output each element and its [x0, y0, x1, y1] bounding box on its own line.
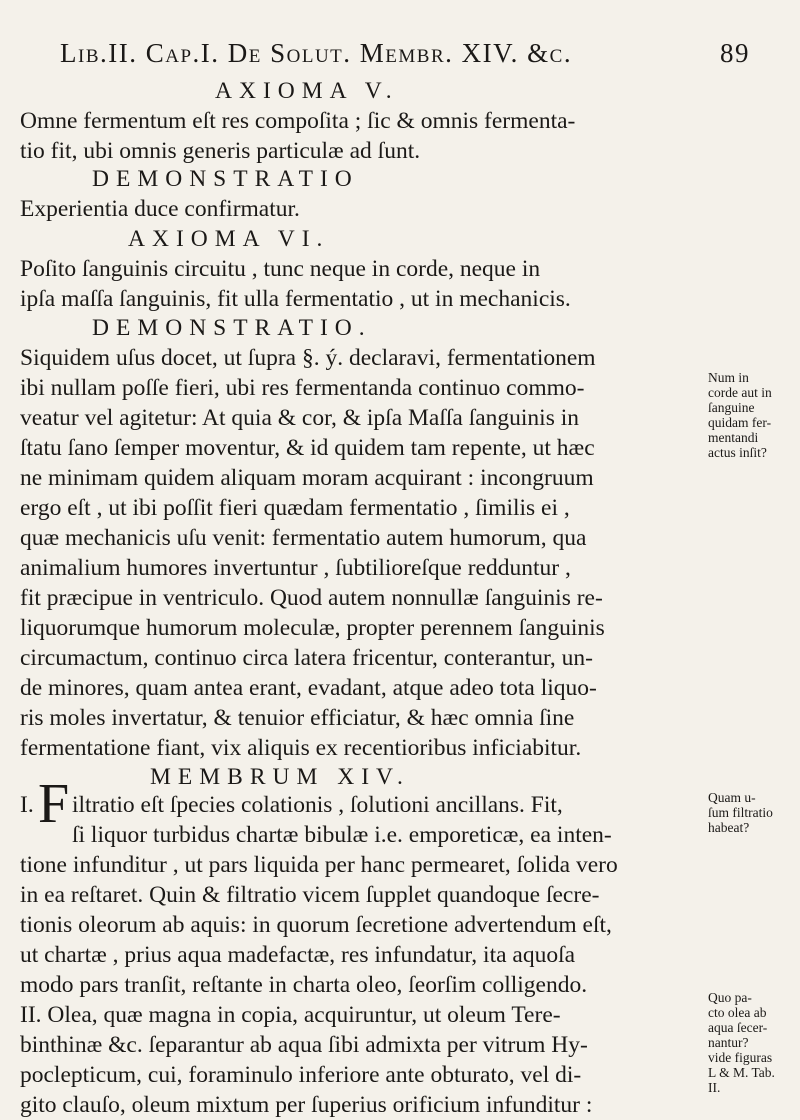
margin-note-line: nantur?: [708, 1035, 749, 1050]
text-line: quæ mechanicis uſu venit: fermentatio autem humorum, qua: [20, 525, 587, 551]
axiom-heading: AXIOMA V.: [215, 78, 399, 104]
margin-note-line: Num in: [708, 370, 749, 385]
running-header: [60, 38, 780, 78]
text-line: ergo eſt , ut ibi poſſit fieri quædam fermentatio , ſimilis ei ,: [20, 495, 570, 521]
text-line: poclepticum, cui, foraminulo inferiore ante obturato, vel di-: [20, 1062, 582, 1088]
margin-note: [708, 790, 800, 835]
margin-note-line: L & M. Tab.: [708, 1065, 775, 1080]
page-number: 89: [720, 38, 750, 68]
text-line: ut chartæ , prius aqua madefactæ, res infundatur, ita aquoſa: [20, 942, 576, 968]
margin-note-line: corde aut in: [708, 385, 772, 400]
margin-note-line: cto olea ab: [708, 1005, 767, 1020]
text-line: ris moles invertatur, & tenuior efficiatur, & hæc omnia ſine: [20, 705, 575, 731]
margin-note-line: mentandi: [708, 430, 759, 445]
margin-note: [708, 370, 800, 460]
membrum-heading: MEMBRUM XIV.: [150, 764, 410, 790]
margin-note-line: II.: [708, 1080, 721, 1095]
text-line: fit præcipue in ventriculo. Quod autem nonnullæ ſanguinis re-: [20, 585, 603, 611]
running-title: Lib.II. Cap.I. De Solut. Membr. XIV. &c.: [60, 38, 573, 68]
axiom-heading: AXIOMA VI.: [128, 226, 330, 252]
text-line: de minores, quam antea erant, evadant, atque adeo tota liquo-: [20, 675, 597, 701]
text-line: iltratio eſt ſpecies colationis , ſolutioni ancillans. Fit,: [72, 792, 563, 818]
text-line: Omne fermentum eſt res compoſita ; ſic & omnis fermenta-: [20, 108, 576, 134]
margin-note-line: habeat?: [708, 820, 750, 835]
margin-note-line: quidam fer-: [708, 415, 772, 430]
margin-note-line: ſanguine: [708, 400, 755, 415]
demonstration-heading: DEMONSTRATIO: [92, 166, 359, 192]
margin-note-line: vide figuras: [708, 1050, 773, 1065]
text-line: liquorumque humorum moleculæ, propter perennem ſanguinis: [20, 615, 605, 641]
text-line: ibi nullam poſſe fieri, ubi res fermentanda continuo commo-: [20, 375, 585, 401]
text-line: ſi liquor turbidus chartæ bibulæ i.e. emporeticæ, ea inten-: [72, 822, 612, 848]
text-line: fermentatione fiant, vix aliquis ex recentioribus inficiabitur.: [20, 735, 582, 761]
margin-note-line: Quo pa-: [708, 990, 752, 1005]
text-line: veatur vel agitetur: At quia & cor, & ipſa Maſſa ſanguinis in: [20, 405, 580, 431]
margin-note: [708, 990, 800, 1095]
text-line: tio fit, ubi omnis generis particulæ ad ſunt.: [20, 138, 421, 164]
margin-note-line: Quam u-: [708, 790, 756, 805]
text-line: binthinæ &c. ſeparantur ab aqua ſibi admixta per vitrum Hy-: [20, 1032, 588, 1058]
text-line: animalium humores invertuntur , ſubtilioreſque redduntur ,: [20, 555, 571, 581]
text-line: tionis oleorum ab aquis: in quorum ſecretione advertendum eſt,: [20, 912, 612, 938]
margin-note-line: actus inſit?: [708, 445, 767, 460]
demonstration-heading: DEMONSTRATIO.: [92, 315, 372, 341]
text-line: tione infunditur , ut pars liquida per hanc permearet, ſolida vero: [20, 852, 618, 878]
margin-note-line: aqua ſecer-: [708, 1020, 768, 1035]
text-line: in ea reſtaret. Quin & filtratio vicem ſupplet quandoque ſecre-: [20, 882, 600, 908]
text-line: modo pars tranſit, reſtante in charta oleo, ſeorſim colligendo.: [20, 972, 588, 998]
text-line: gito clauſo, oleum mixtum per ſuperius orificium infunditur :: [20, 1092, 593, 1118]
text-line: ſtatu ſano ſemper moventur, & id quidem tam repente, ut hæc: [20, 435, 595, 461]
text-line: ipſa maſſa ſanguinis, fit ulla fermentatio , ut in mechanicis.: [20, 286, 571, 312]
text-line: ne minimam quidem aliquam moram acquirant : incongruum: [20, 465, 594, 491]
text-line: Poſito ſanguinis circuitu , tunc neque in corde, neque in: [20, 256, 541, 282]
text-line: II. Olea, quæ magna in copia, acquiruntur, ut oleum Tere-: [20, 1002, 561, 1028]
margin-note-line: ſum filtratio: [708, 805, 773, 820]
drop-capital: F: [38, 773, 70, 835]
text-line: circumactum, continuo circa latera fricentur, conterantur, un-: [20, 645, 593, 671]
text-line: Siquidem uſus docet, ut ſupra §. ý. declaravi, fermentationem: [20, 345, 596, 371]
text-line: Experientia duce confirmatur.: [20, 196, 300, 222]
section-number: I.: [20, 792, 34, 818]
